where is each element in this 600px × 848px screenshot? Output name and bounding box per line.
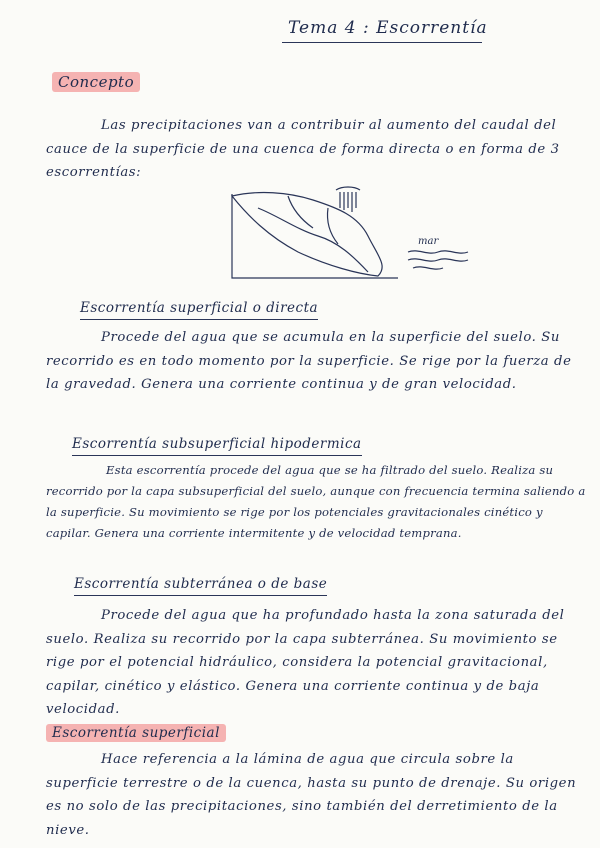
heading-underline <box>72 455 362 456</box>
paragraph-concepto: Las precipitaciones van a contribuir al aumento del caudal del cauce de la superficie de una cuenca de forma directa o en forma de 3 escorrentías: <box>46 118 560 180</box>
heading-superficial-directa <box>80 300 318 316</box>
heading-text: Escorrentía subsuperficial hipodermica <box>72 436 362 452</box>
heading-subterranea <box>74 576 327 592</box>
watershed-diagram <box>218 186 478 286</box>
diagram-label-mar: mar <box>418 236 439 247</box>
paragraph-subsuperficial: Esta escorrentía procede del agua que se ha filtrado del suelo. Realiza su recorrido por la capa subsuperficial del suelo, aunque con frecuencia termina saliendo a la superficie. Su movimiento se rige por los potenciales gravitacionales cinético y capilar. Genera una corriente intermitente y de velocidad temprana. <box>46 463 586 540</box>
diagram-frame <box>232 194 398 278</box>
sea-wave <box>413 267 443 269</box>
rain-marks <box>340 192 356 212</box>
sea-wave <box>408 259 468 261</box>
heading-superficial: Escorrentía superficial <box>46 724 226 742</box>
heading-text: Escorrentía superficial o directa <box>80 300 319 316</box>
heading-text: Escorrentía subterránea o de base <box>74 576 328 592</box>
paragraph-superficial-directa: Procede del agua que se acumula en la superficie del suelo. Su recorrido es en todo momento por la superficie. Se rige por la fuerza de la gravedad. Genera una corriente continua y de gran velocidad. <box>46 330 572 392</box>
paragraph-subterranea: Procede del agua que ha profundado hasta la zona saturada del suelo. Realiza su recorrido por la capa subterránea. Su movimiento se rige por el potencial hidráulico, considera la potencial gravitacional, capilar, cinético y elástico. Genera una corriente continua y de baja velocidad. <box>46 608 565 717</box>
heading-concepto: Concepto <box>52 72 140 92</box>
paragraph-superficial: Hace referencia a la lámina de agua que circula sobre la superficie terrestre o de la cuenca, hasta su punto de drenaje. Su origen es no solo de las precipitaciones, sino también del derretimiento de la nieve. <box>46 752 577 838</box>
sea-wave <box>408 251 468 253</box>
heading-underline <box>80 319 318 320</box>
cloud-mark <box>336 187 360 190</box>
heading-underline <box>74 595 327 596</box>
title-underline <box>282 42 482 43</box>
tributary-line <box>288 196 313 228</box>
tributary-line <box>327 208 338 244</box>
heading-subsuperficial <box>72 436 362 452</box>
page-title: Tema 4 : Escorrentía <box>288 18 488 38</box>
